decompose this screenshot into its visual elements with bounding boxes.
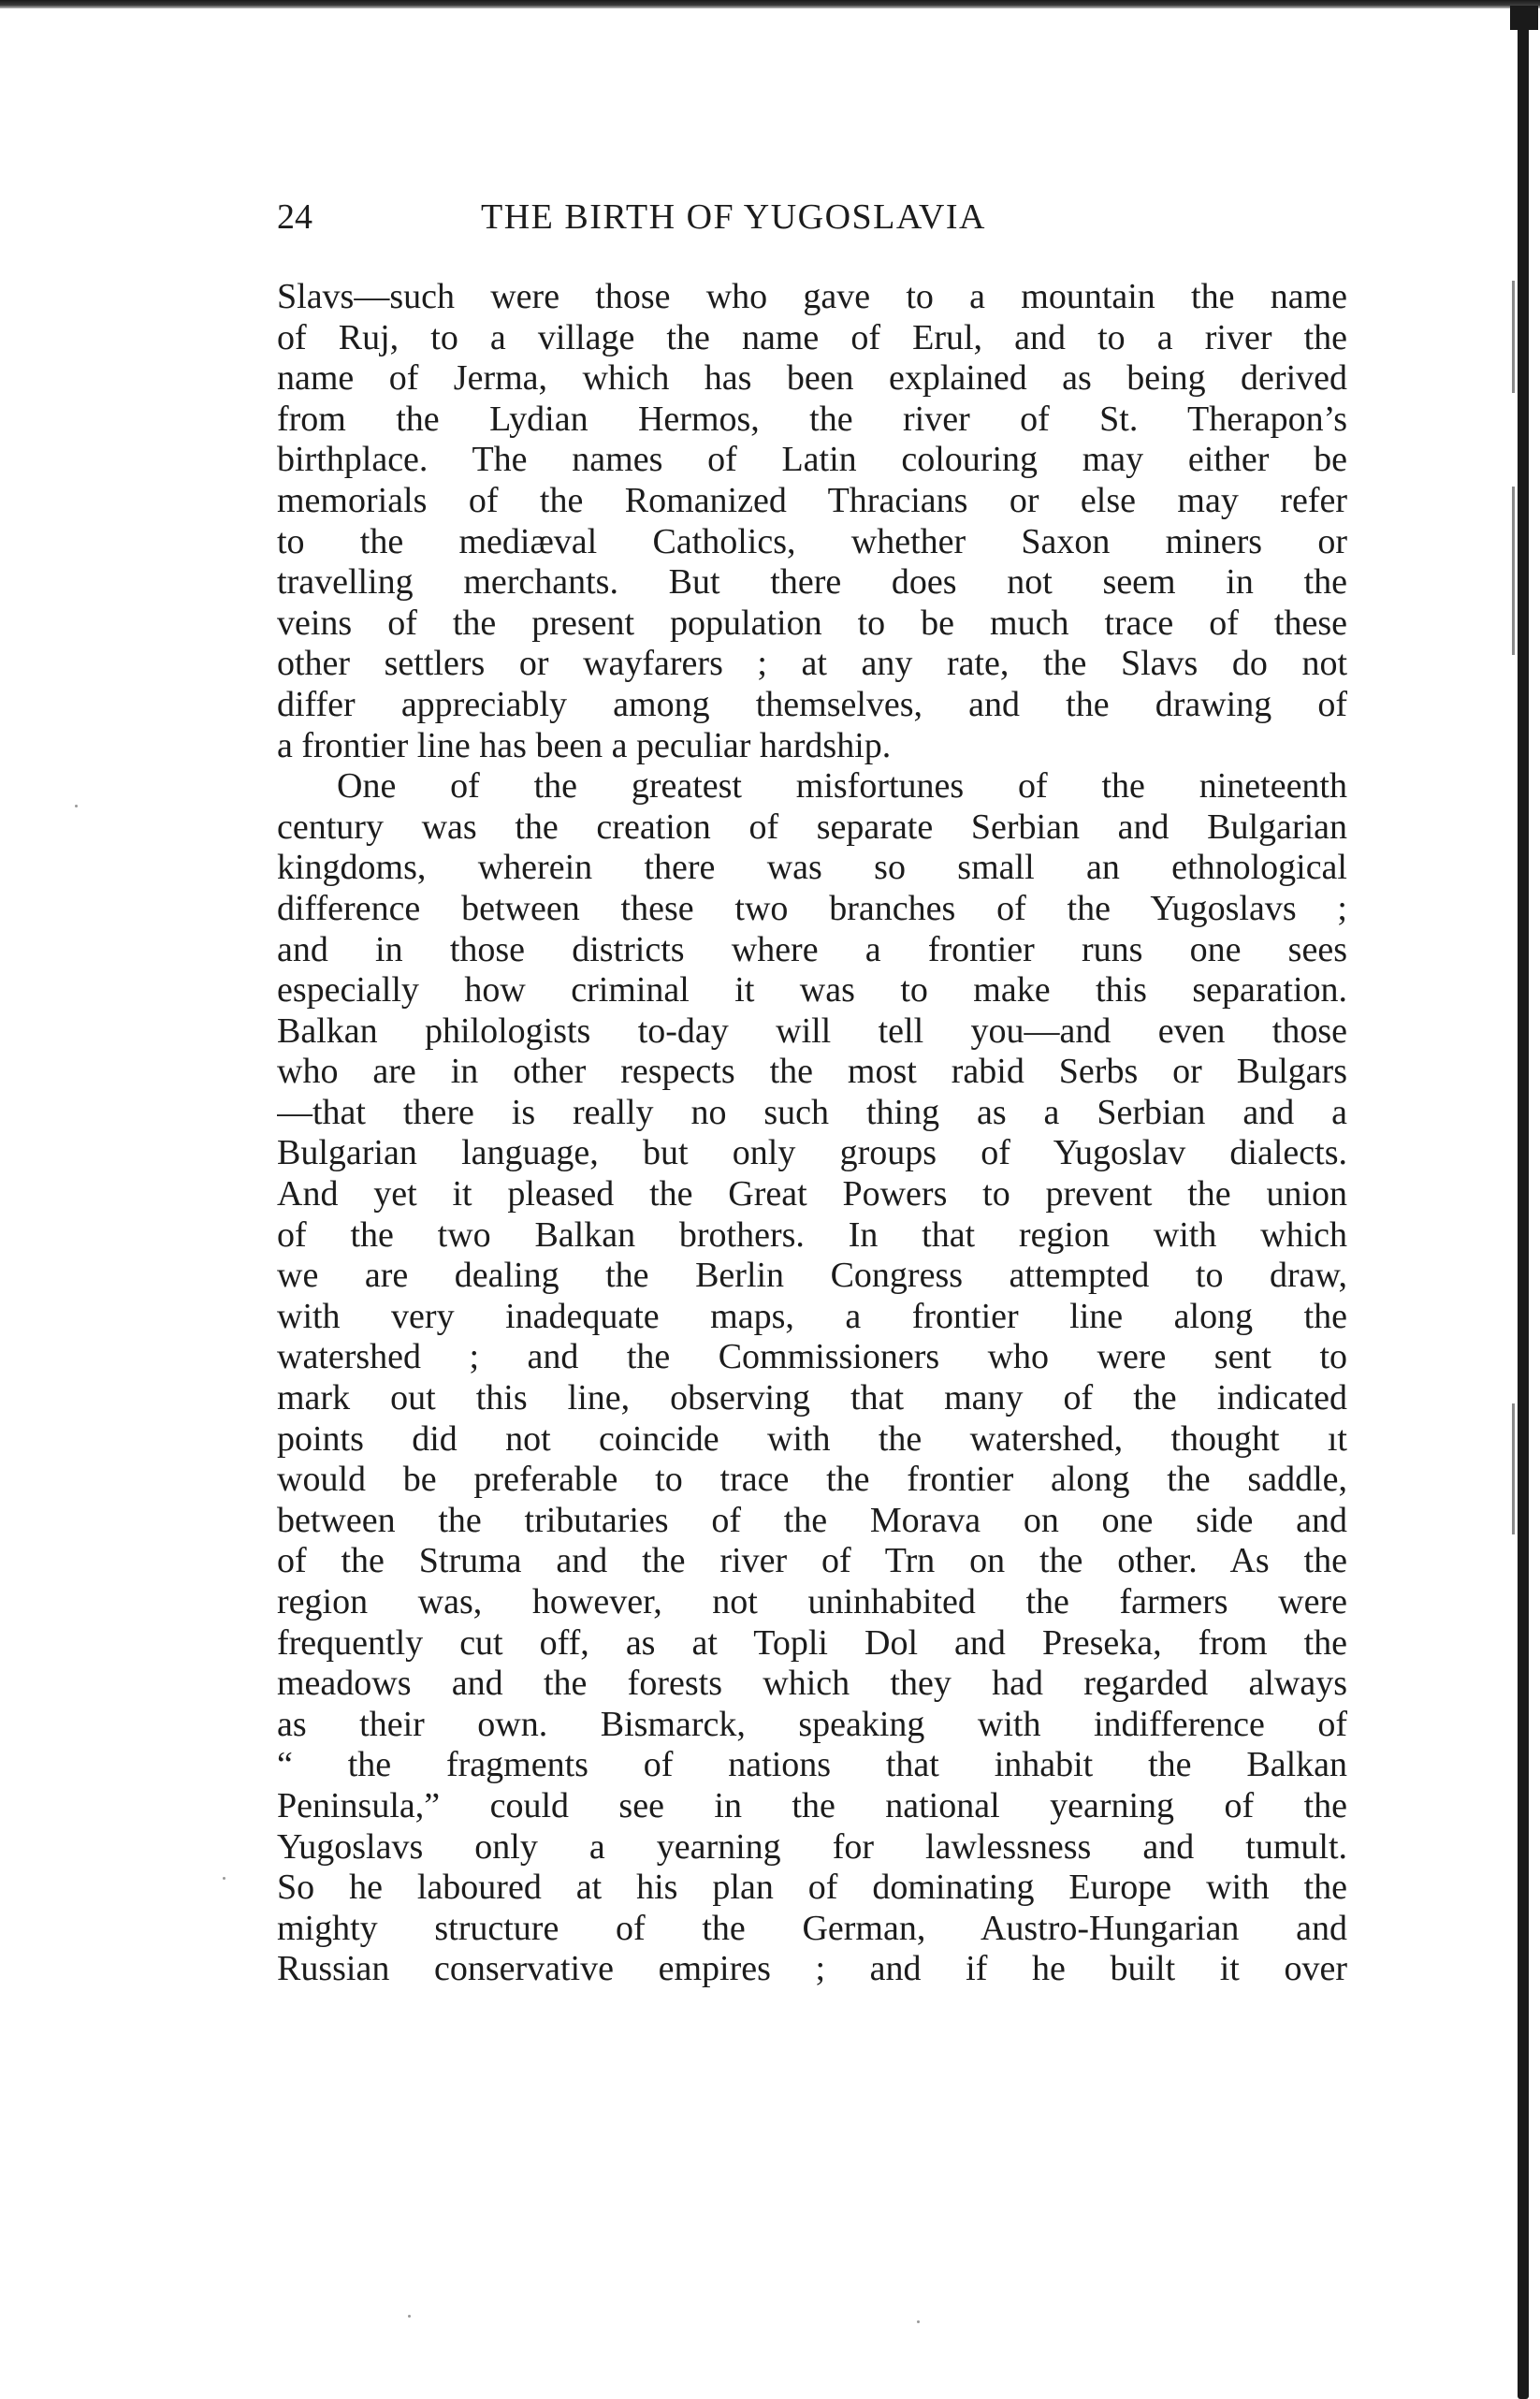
binding-edge-shadow — [1512, 281, 1515, 393]
text-line: difference between these two branches of the Yugoslavs ; — [277, 888, 1347, 928]
text-line: who are in other respects the most rabid Serbs or Bulgars — [277, 1052, 1347, 1092]
page-header — [277, 192, 1353, 242]
page-top-edge — [0, 0, 1540, 8]
binding-edge-shadow — [1512, 1403, 1515, 1534]
text-line: Russian conservative empires ; and if he built it over — [277, 1949, 1347, 1989]
text-line: with very inadequate maps, a frontier line along the — [277, 1296, 1347, 1336]
page-number: 24 — [277, 197, 312, 237]
text-line: especially how criminal it was to make this separation. — [277, 970, 1347, 1010]
running-title: THE BIRTH OF YUGOSLAVIA — [481, 197, 986, 237]
text-line: Slavs—such were those who gave to a mountain the name — [277, 277, 1347, 316]
text-line: Balkan philologists to-day will tell you—and even those — [277, 1010, 1347, 1051]
text-line: of the two Balkan brothers. In that region with which — [277, 1214, 1347, 1255]
text-line: a frontier line has been a peculiar hardship. — [277, 725, 892, 765]
text-line: veins of the present population to be much trace of these — [277, 603, 1347, 643]
text-line: frequently cut off, as at Topli Dol and Preseka, from the — [277, 1622, 1347, 1663]
binding-edge-bar — [1518, 26, 1529, 2399]
text-line: birthplace. The names of Latin colouring may either be — [277, 440, 1347, 480]
text-line: name of Jerma, which has been explained as being derived — [277, 358, 1347, 399]
text-line: mark out this line, observing that many of the indicated — [277, 1378, 1347, 1418]
text-line: to the mediæval Catholics, whether Saxon miners or — [277, 521, 1347, 561]
text-line: of Ruj, to a village the name of Erul, and to a river the — [277, 317, 1347, 357]
text-line: we are dealing the Berlin Congress attempted to draw, — [277, 1256, 1347, 1296]
paper-speck — [408, 2315, 411, 2318]
text-line: between the tributaries of the Morava on one side and — [277, 1500, 1347, 1540]
text-line: memorials of the Romanized Thracians or else may refer — [277, 480, 1347, 520]
text-line: century was the creation of separate Serbian and Bulgarian — [277, 807, 1347, 847]
text-line: other settlers or wayfarers ; at any rate, the Slavs do not — [277, 644, 1347, 684]
paper-speck — [75, 805, 78, 807]
text-line: and in those districts where a frontier runs one sees — [277, 929, 1347, 969]
paper-speck — [223, 1877, 225, 1880]
text-line: “ the fragments of nations that inhabit the Balkan — [277, 1745, 1347, 1785]
text-line: So he laboured at his plan of dominating Europe with the — [277, 1868, 1347, 1908]
paper-speck — [917, 2320, 920, 2323]
text-line: —that there is really no such thing as a Serbian and a — [277, 1092, 1347, 1132]
text-line: of the Struma and the river of Trn on the other. As the — [277, 1541, 1347, 1581]
text-line: travelling merchants. But there does not seem in the — [277, 562, 1347, 603]
text-line: One of the greatest misfortunes of the nineteenth — [337, 766, 1347, 807]
text-line: Bulgarian language, but only groups of Yugoslav dialects. — [277, 1133, 1347, 1173]
text-line: would be preferable to trace the frontier along the saddle, — [277, 1460, 1347, 1500]
text-line: meadows and the forests which they had regarded always — [277, 1664, 1347, 1704]
body-text — [277, 277, 1347, 1990]
text-line: And yet it pleased the Great Powers to prevent the union — [277, 1174, 1347, 1214]
binding-edge-shadow — [1512, 487, 1515, 655]
paragraph-1 — [277, 277, 1347, 766]
page-binding-edge — [1508, 0, 1540, 2399]
paragraph-2 — [277, 766, 1347, 1990]
text-line: Peninsula,” could see in the national yearning of the — [277, 1785, 1347, 1825]
text-line: Yugoslavs only a yearning for lawlessness and tumult. — [277, 1826, 1347, 1867]
text-line: as their own. Bismarck, speaking with indifference of — [277, 1704, 1347, 1744]
text-line: kingdoms, wherein there was so small an ethnological — [277, 848, 1347, 888]
text-line: watershed ; and the Commissioners who were sent to — [277, 1337, 1347, 1377]
text-line: from the Lydian Hermos, the river of St. Therapon’s — [277, 399, 1347, 439]
text-line: points did not coincide with the watershed, thought ıt — [277, 1418, 1347, 1459]
text-line: region was, however, not uninhabited the farmers were — [277, 1582, 1347, 1621]
text-line: differ appreciably among themselves, and the drawing of — [277, 684, 1347, 724]
text-line: mighty structure of the German, Austro-Hungarian and — [277, 1908, 1347, 1948]
